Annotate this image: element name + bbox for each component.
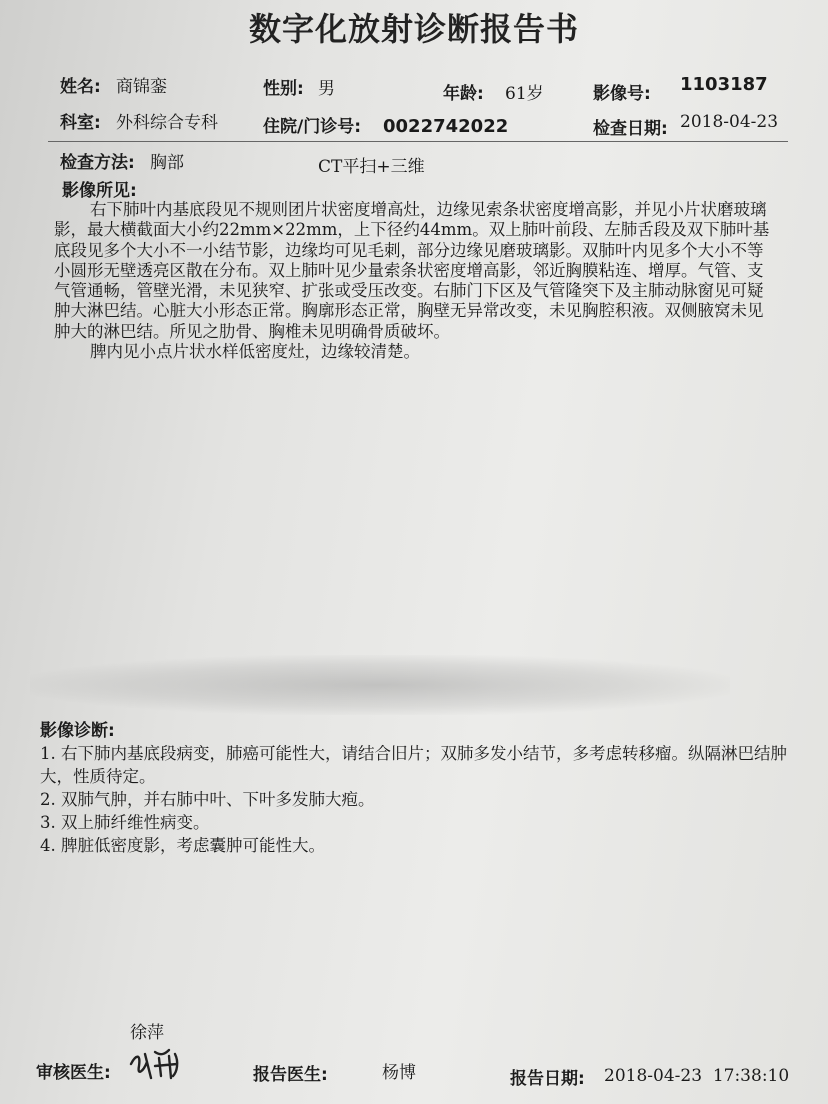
- report-date-label: 报告日期:: [510, 1069, 585, 1089]
- header-divider: [48, 141, 788, 142]
- inpatient-label: 住院/门诊号:: [263, 117, 362, 137]
- exam-date: 2018-04-23: [680, 112, 779, 132]
- reviewer-signature: [125, 1042, 185, 1082]
- findings-heading: 影像所见:: [62, 181, 137, 201]
- gender-label: 性别:: [263, 79, 304, 99]
- report-date: 2018-04-23 17:38:10: [604, 1066, 790, 1086]
- patient-age: 61岁: [505, 84, 544, 104]
- diagnosis-list: [40, 742, 800, 857]
- diagnosis-item: 3. 双上肺纤维性病变。: [40, 813, 210, 832]
- patient-name: 商锦銮: [116, 77, 167, 97]
- age-label: 年龄:: [443, 84, 484, 104]
- image-no-label: 影像号:: [593, 84, 651, 104]
- diagnosis-item: 1. 右下肺内基底段病变，肺癌可能性大，请结合旧片；双肺多发小结节，多考虑转移瘤。纵隔淋巴结肿大，性质待定。: [40, 744, 787, 786]
- exam-method: 胸部: [150, 153, 184, 173]
- exam-method-label: 检查方法:: [60, 153, 135, 173]
- name-label: 姓名:: [60, 77, 101, 97]
- diagnosis-item: 2. 双肺气肿，并右肺中叶、下叶多发肺大疱。: [40, 790, 375, 809]
- reporter-label: 报告医生:: [253, 1065, 328, 1085]
- findings-paragraph: 脾内见小点片状水样低密度灶，边缘较清楚。: [90, 342, 420, 362]
- diagnosis-heading: 影像诊断:: [40, 721, 115, 741]
- reviewer-label: 审核医生:: [36, 1063, 111, 1083]
- patient-dept: 外科综合专科: [116, 113, 218, 133]
- image-no: 1103187: [680, 74, 768, 95]
- inpatient-no: 0022742022: [383, 116, 509, 137]
- exam-technique: CT平扫+三维: [318, 157, 425, 177]
- exam-date-label: 检查日期:: [593, 119, 668, 139]
- diagnosis-item: 4. 脾脏低密度影，考虑囊肿可能性大。: [40, 836, 325, 855]
- findings-body: [54, 200, 774, 362]
- findings-paragraph: 右下肺叶内基底段见不规则团片状密度增高灶，边缘见索条状密度增高影，并见小片状磨玻璃影，最大横截面大小约22mm×22mm，上下径约44mm。双上肺叶前段、左肺舌段及双下肺叶基底段见多个大小不一小结节影，边缘均可见毛刺，部分边缘见磨玻璃影。双肺叶内见多个大小不等小圆形无壁透亮区散在分布。双上肺叶见少量索条状密度增高影，邻近胸膜粘连、增厚。气管、支气管通畅，管壁光滑，未见狭窄、扩张或受压改变。右肺门下区及气管隆突下及主肺动脉窗见可疑肿大淋巴结。心脏大小形态正常。胸廓形态正常，胸壁无异常改变，未见胸腔积液。双侧腋窝未见肿大的淋巴结。所见之肋骨、胸椎未见明确骨质破坏。: [54, 200, 770, 341]
- paper-shadow: [30, 655, 730, 715]
- reporter-name: 杨博: [382, 1063, 416, 1083]
- dept-label: 科室:: [60, 113, 101, 133]
- report-title: 数字化放射诊断报告书: [248, 10, 579, 48]
- reviewer-name: 徐萍: [130, 1023, 164, 1043]
- patient-gender: 男: [318, 79, 335, 99]
